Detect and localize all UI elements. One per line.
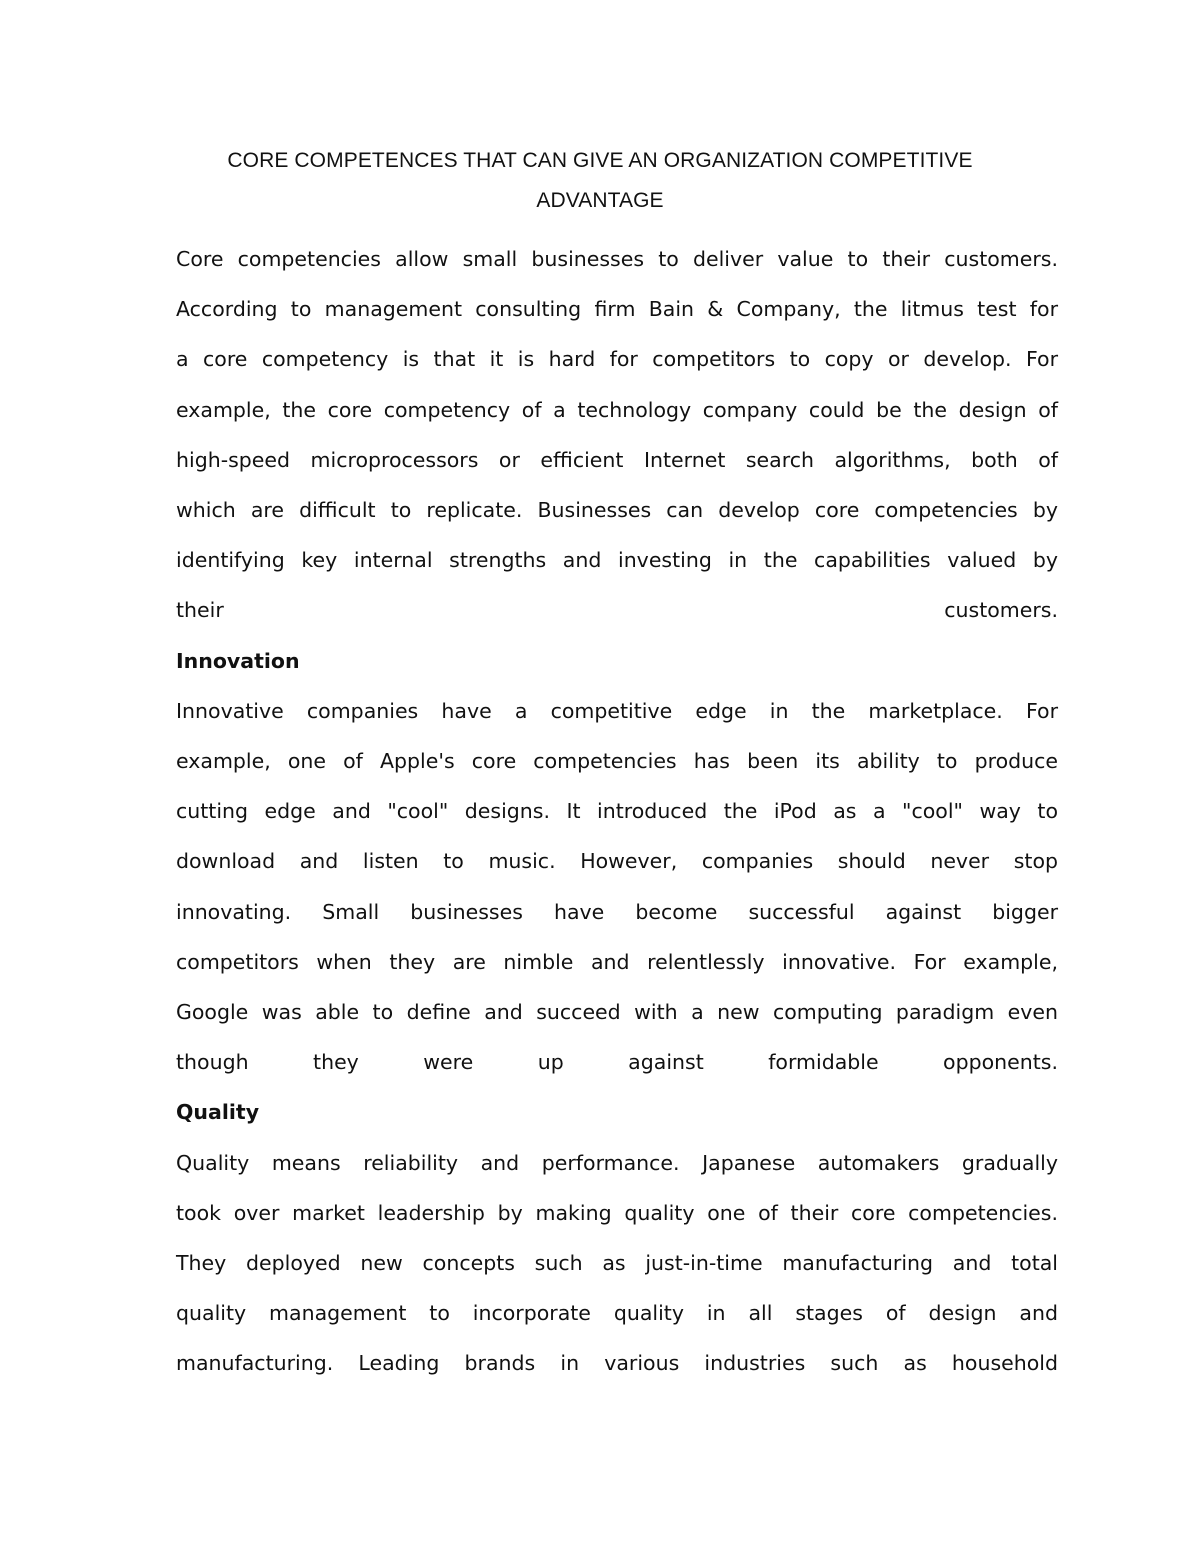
intro-line: their customers. (176, 598, 1058, 623)
innovation-line: competitors when they are nimble and relentlessly innovative. For example, (176, 949, 1058, 974)
document-title: CORE COMPETENCES THAT CAN GIVE AN ORGANIZATION COMPETITIVE ADVANTAGE (227, 149, 973, 212)
intro-line: example, the core competency of a technology company could be the design of (176, 397, 1058, 422)
quality-line: Quality means reliability and performance. Japanese automakers gradually (176, 1150, 1058, 1175)
intro-line: a core competency is that it is hard for competitors to copy or develop. For (176, 347, 1058, 372)
intro-line: Core competencies allow small businesses to deliver value to their customers. (176, 247, 1058, 271)
innovation-line: Google was able to define and succeed with a new computing paradigm even (176, 1000, 1058, 1025)
innovation-line: innovating. Small businesses have become successful against bigger (176, 899, 1058, 924)
quality-line: took over market leadership by making quality one of their core competencies. (176, 1200, 1058, 1225)
document-body (176, 234, 1058, 1389)
intro-line: identifying key internal strengths and investing in the capabilities valued by (176, 548, 1058, 573)
intro-line: high-speed microprocessors or efficient Internet search algorithms, both of (176, 447, 1058, 472)
quality-line: They deployed new concepts such as just-in-time manufacturing and total (176, 1251, 1058, 1276)
innovation-line: cutting edge and "cool" designs. It introduced the iPod as a "cool" way to (176, 799, 1058, 824)
innovation-line: download and listen to music. However, companies should never stop (176, 849, 1058, 874)
innovation-line: Innovative companies have a competitive edge in the marketplace. For (176, 698, 1058, 723)
intro-line: which are difficult to replicate. Businesses can develop core competencies by (176, 498, 1058, 523)
quality-heading: Quality (176, 1100, 260, 1125)
innovation-line: example, one of Apple's core competencies has been its ability to produce (176, 749, 1058, 774)
quality-line: manufacturing. Leading brands in various industries such as household (176, 1351, 1058, 1376)
quality-line: quality management to incorporate quality in all stages of design and (176, 1301, 1058, 1326)
innovation-line: though they were up against formidable opponents. (176, 1050, 1058, 1075)
intro-line: According to management consulting firm Bain & Company, the litmus test for (176, 297, 1058, 322)
innovation-heading: Innovation (176, 648, 300, 673)
